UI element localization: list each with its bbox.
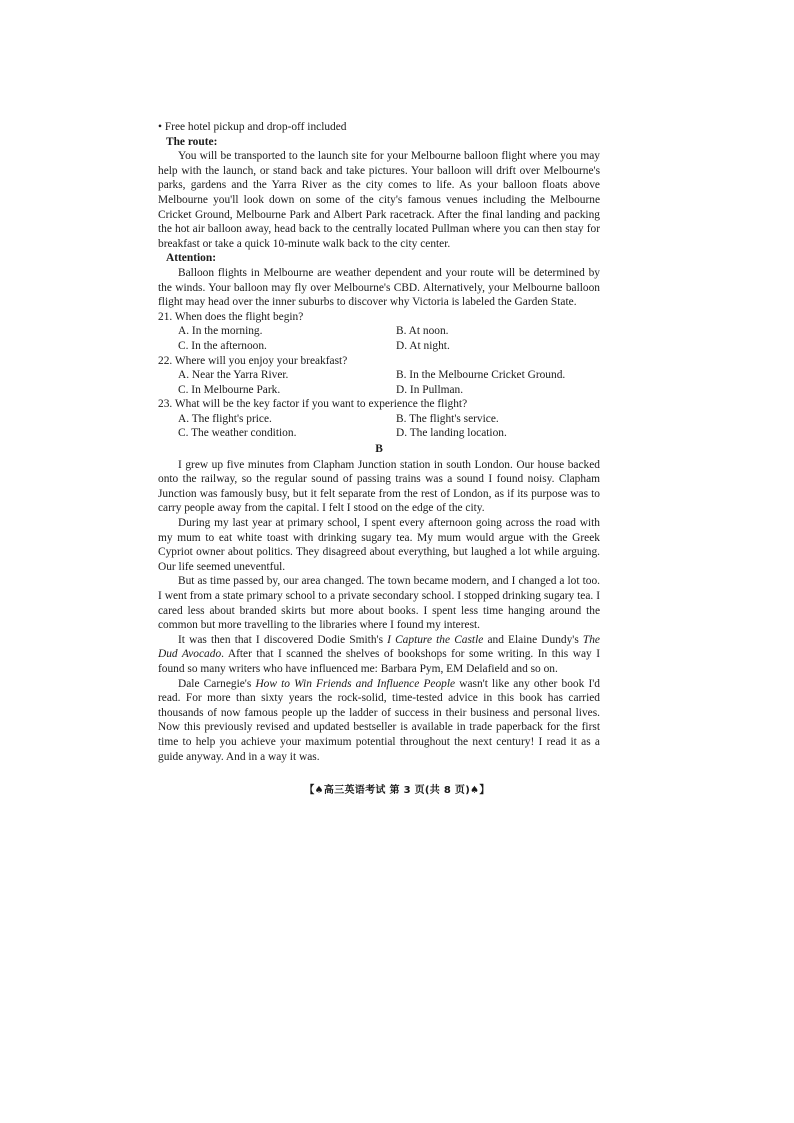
section-b-paragraph-2: During my last year at primary school, I spent every afternoon going across the road with my mum to eat white toast with drinking sugary tea. My mum would argue with the Greek Cypriot owner about politics. They disagreed about everything, but laughed a lot while arguing. Our life seemed uneventful.: [158, 517, 600, 573]
options: [178, 412, 600, 441]
question-stem: 22. Where will you enjoy your breakfast?: [158, 354, 348, 367]
option-a: A. In the morning.: [178, 325, 263, 338]
attention-paragraph: Balloon flights in Melbourne are weather dependent and your route will be determined by the winds. Your balloon may fly over Melbourne's CBD. Alternatively, your Melbourne balloon flight may head over the inner suburbs to discover why Victoria is labeled the Garden State.: [158, 266, 600, 309]
section-b-paragraph-3: But as time passed by, our area changed. The town became modern, and I changed a lot too. I went from a state primary school to a private secondary school. I stopped drinking sugary tea. I cared less about branded skirts but more about books. I spent less time hanging around the common but more travelling to the libraries where I found my interest.: [158, 575, 600, 632]
page-footer: 【♠高三英语考试 第 3 页(共 8 页)♠】: [304, 785, 490, 796]
option-c: C. The weather condition.: [178, 427, 297, 440]
section-b-paragraph-1: I grew up five minutes from Clapham Junction station in south London. Our house backed onto the railway, so the regular sound of passing trains was a sound I found noisy. Clapham Junction was famously busy, but it felt separate from the rest of London, as if its purpose was to carry people away from the capital. I felt I stood on the edge of the city.: [158, 458, 600, 515]
option-b: B. In the Melbourne Cricket Ground.: [396, 369, 566, 382]
question-21: [158, 310, 600, 354]
option-d: D. In Pullman.: [396, 383, 464, 396]
question-stem: 21. When does the flight begin?: [158, 310, 304, 323]
route-paragraph: You will be transported to the launch site for your Melbourne balloon flight where you may help with the launch, or stand back and take pictures. Your balloon will drift over Melbourne's parks, gardens and the Yarra River as the city comes to life. As your balloon floats above Melbourne you'll look down on some of the city's famous venues including the Melbourne Cricket Ground, Melbourne Park and Albert Park racetrack. After the final landing and packing the hot air balloon away, head back to the centrally located Pullman where you can then stay for breakfast or take a quick 10-minute walk back to the city center.: [158, 150, 600, 250]
p5-text-pre: Dale Carnegie's: [178, 677, 256, 690]
bullet-item: • Free hotel pickup and drop-off included: [158, 121, 347, 133]
book-title-avocado: The Dud Avocado: [158, 633, 600, 661]
p4-text-mid: and Elaine Dundy's: [483, 633, 583, 646]
p4-text-post: . After that I scanned the shelves of bookshops for some writing. In this way I found so many writers who have influenced me: Barbara Pym, EM Delafield and so on.: [158, 648, 600, 675]
option-b: B. The flight's service.: [396, 412, 499, 425]
question-22: [158, 354, 600, 398]
section-b-label: B: [375, 443, 383, 456]
section-b-paragraph-5: [158, 677, 600, 765]
book-title-castle: I Capture the Castle: [387, 633, 484, 646]
route-heading: The route:: [166, 135, 218, 148]
section-b-paragraph-4: [158, 633, 600, 677]
book-title-carnegie: How to Win Friends and Influence People: [255, 677, 456, 690]
options: [178, 368, 600, 397]
option-c: C. In Melbourne Park.: [178, 383, 281, 396]
exam-page: [158, 120, 600, 764]
options: [178, 324, 600, 353]
option-d: D. The landing location.: [396, 427, 507, 440]
option-d: D. At night.: [396, 339, 450, 352]
option-b: B. At noon.: [396, 325, 449, 338]
question-stem: 23. What will be the key factor if you want to experience the flight?: [158, 398, 468, 411]
option-c: C. In the afternoon.: [178, 339, 267, 352]
option-a: A. Near the Yarra River.: [178, 369, 289, 382]
attention-heading: Attention:: [166, 252, 216, 265]
question-23: [158, 397, 600, 441]
p4-text-pre: It was then that I discovered Dodie Smith's: [178, 633, 388, 646]
option-a: A. The flight's price.: [178, 412, 272, 425]
p5-text-post: wasn't like any other book I'd read. For more than sixty years the rock-solid, time-tested advice in this book has carried thousands of now famous people up the ladder of success in their business and personal lives. Now this previously revised and updated bestseller is available in trade paperback for the first time to help you achieve your maximum potential throughout the next century! I read it as a guide anyway. And in a way it was.: [158, 677, 600, 763]
